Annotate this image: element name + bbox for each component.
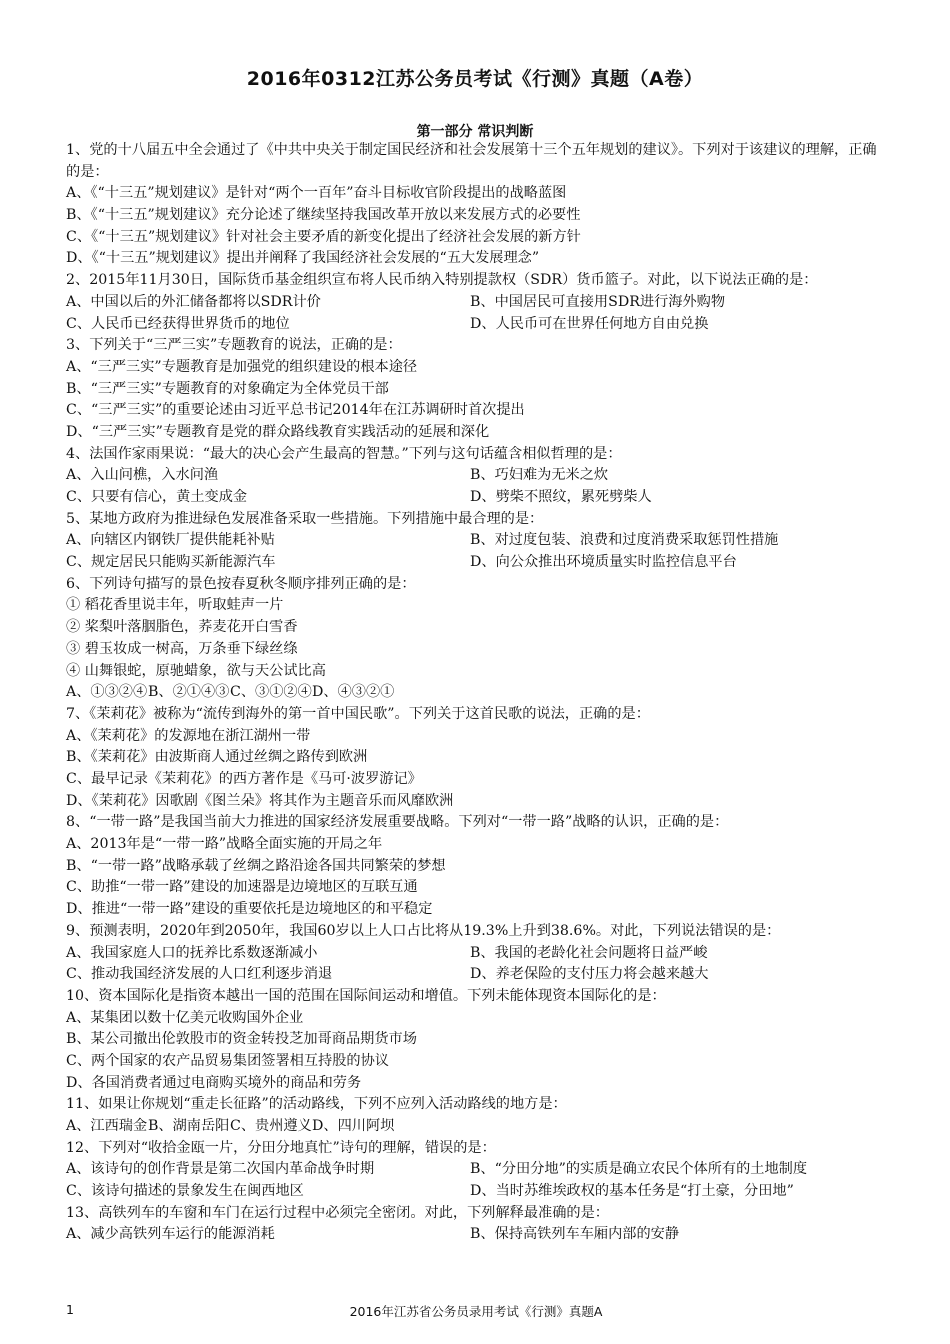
option-row bbox=[66, 1181, 886, 1203]
option: A、《“十三五”规划建议》是针对“两个一百年”奋斗目标收官阶段提出的战略蓝图 bbox=[66, 185, 567, 202]
option: D、推进“一带一路”建设的重要依托是边境地区的和平稳定 bbox=[66, 901, 433, 918]
option-row bbox=[66, 292, 886, 314]
option: D、《“十三五”规划建议》提出并阐释了我国经济社会发展的“五大发展理念” bbox=[66, 250, 540, 267]
option: C、人民币已经获得世界货币的地位 bbox=[66, 315, 290, 332]
option: A、该诗句的创作背景是第二次国内革命战争时期 bbox=[66, 1161, 375, 1178]
option: A、某集团以数十亿美元收购国外企业 bbox=[66, 1009, 304, 1026]
section-heading: 第一部分 常识判断 bbox=[416, 124, 534, 140]
option: D、《茉莉花》因歌剧《图兰朵》将其作为主题音乐而风靡欧洲 bbox=[66, 792, 454, 809]
option: D、劈柴不照纹，累死劈柴人 bbox=[470, 489, 652, 506]
question-stem: 13、高铁列车的车窗和车门在运行过程中必须完全密闭。对此，下列解释最准确的是： bbox=[66, 1204, 609, 1221]
option: B、对过度包装、浪费和过度消费采取惩罚性措施 bbox=[470, 532, 779, 549]
option: C、只要有信心，黄土变成金 bbox=[66, 489, 248, 506]
option-row bbox=[66, 943, 886, 965]
question-stem: 1、党的十八届五中全会通过了《中共中央关于制定国民经济和社会发展第十三个五年规划的建议》。下列对于该建议的理解，正确的是： bbox=[66, 142, 877, 180]
option-row bbox=[66, 487, 886, 509]
option: B、某公司撤出伦敦股市的资金转投芝加哥商品期货市场 bbox=[66, 1031, 417, 1048]
option-row bbox=[66, 1116, 886, 1138]
option: A、①③②④ bbox=[66, 684, 148, 701]
option: C、两个国家的农产品贸易集团签署相互持股的协议 bbox=[66, 1052, 389, 1069]
option: A、我国家庭人口的抚养比系数逐渐减小 bbox=[66, 944, 318, 961]
option: D、④③②① bbox=[312, 684, 395, 701]
option: D、当时苏维埃政权的基本任务是“打土豪，分田地” bbox=[470, 1183, 794, 1200]
poem-line: ③ 碧玉妆成一树高，万条垂下绿丝绦 bbox=[66, 640, 298, 657]
question-stem: 10、资本国际化是指资本越出一国的范围在国际间运动和增值。下列未能体现资本国际化的是： bbox=[66, 987, 666, 1004]
option: C、该诗句描述的景象发生在闽西地区 bbox=[66, 1183, 304, 1200]
option: C、最早记录《茉莉花》的西方著作是《马可·波罗游记》 bbox=[66, 770, 422, 787]
option: D、四川阿坝 bbox=[312, 1118, 395, 1134]
option: D、人民币可在世界任何地方自由兑换 bbox=[470, 315, 709, 332]
option-row bbox=[66, 530, 886, 552]
option: B、中国居民可直接用SDR进行海外购物 bbox=[470, 293, 726, 310]
option: B、我国的老龄化社会问题将日益严峻 bbox=[470, 944, 708, 961]
option: B、保持高铁列车车厢内部的安静 bbox=[470, 1226, 680, 1243]
option: B、“分田分地”的实质是确立农民个体所有的土地制度 bbox=[470, 1161, 808, 1178]
option: C、推动我国经济发展的人口红利逐步消退 bbox=[66, 966, 333, 983]
option: D、养老保险的支付压力将会越来越大 bbox=[470, 966, 709, 983]
option-row bbox=[66, 465, 886, 487]
question-stem: 2、2015年11月30日，国际货币基金组织宣布将人民币纳入特别提款权（SDR）货币篮子。对此，以下说法正确的是： bbox=[66, 272, 818, 289]
option: C、贵州遵义 bbox=[230, 1118, 312, 1134]
option: A、减少高铁列车运行的能源消耗 bbox=[66, 1226, 275, 1243]
poem-line: ② 桨梨叶落胭脂色，荞麦花开白雪香 bbox=[66, 619, 298, 636]
option-row bbox=[66, 552, 886, 574]
option: B、巧妇难为无米之炊 bbox=[470, 467, 609, 484]
question-stem: 7、《茉莉花》被称为“流传到海外的第一首中国民歌”。下列关于这首民歌的说法，正确的是： bbox=[66, 705, 650, 722]
option: A、中国以后的外汇储备都将以SDR计价 bbox=[66, 293, 321, 310]
option-row bbox=[66, 964, 886, 986]
option: B、《茉莉花》由波斯商人通过丝绸之路传到欧洲 bbox=[66, 749, 368, 766]
question-list bbox=[66, 140, 886, 1246]
option: D、“三严三实”专题教育是党的群众路线教育实践活动的延展和深化 bbox=[66, 423, 490, 440]
option-row bbox=[66, 682, 886, 704]
option: A、《茉莉花》的发源地在浙江湖州一带 bbox=[66, 727, 311, 744]
option: C、“三严三实”的重要论述由习近平总书记2014年在江苏调研时首次提出 bbox=[66, 402, 525, 419]
option: A、江西瑞金 bbox=[66, 1118, 148, 1134]
option: C、助推“一带一路”建设的加速器是边境地区的互联互通 bbox=[66, 879, 418, 896]
question-stem: 12、下列对“收拾金瓯一片，分田分地真忙”诗句的理解，错误的是： bbox=[66, 1139, 496, 1156]
option: A、“三严三实”专题教育是加强党的组织建设的根本途径 bbox=[66, 358, 418, 375]
option: C、规定居民只能购买新能源汽车 bbox=[66, 554, 276, 571]
option-row bbox=[66, 314, 886, 336]
option: B、“三严三实”专题教育的对象确定为全体党员干部 bbox=[66, 380, 389, 397]
option: B、“一带一路”战略承载了丝绸之路沿途各国共同繁荣的梦想 bbox=[66, 857, 446, 874]
page-title: 2016年0312江苏公务员考试《行测》真题（A卷） bbox=[246, 68, 704, 90]
option: A、2013年是“一带一路”战略全面实施的开局之年 bbox=[66, 836, 383, 853]
option-row bbox=[66, 1224, 886, 1246]
option: D、向公众推出环境质量实时监控信息平台 bbox=[470, 554, 737, 571]
question-stem: 9、预测表明，2020年到2050年，我国60岁以上人口占比将从19.3%上升到38.6%。对此，下列说法错误的是： bbox=[66, 922, 781, 939]
question-stem: 11、如果让你规划“重走长征路”的活动路线，下列不应列入活动路线的地方是： bbox=[66, 1096, 567, 1113]
question-stem: 8、“一带一路”是我国当前大力推进的国家经济发展重要战略。下列对“一带一路”战略的认识，正确的是： bbox=[66, 814, 729, 831]
poem-line: ① 稻花香里说丰年，听取蛙声一片 bbox=[66, 597, 284, 614]
question-stem: 5、某地方政府为推进绿色发展准备采取一些措施。下列措施中最合理的是： bbox=[66, 510, 544, 527]
page-number: 1 bbox=[66, 1302, 74, 1317]
option: C、《“十三五”规划建议》针对社会主要矛盾的新变化提出了经济社会发展的新方针 bbox=[66, 228, 581, 245]
option: B、湖南岳阳 bbox=[148, 1118, 230, 1134]
option: B、②①④③ bbox=[148, 684, 230, 701]
footer-title: 2016年江苏省公务员录用考试《行测》真题A bbox=[349, 1304, 603, 1319]
option: A、入山问樵，入水问渔 bbox=[66, 467, 219, 484]
question-stem: 4、法国作家雨果说：“最大的决心会产生最高的智慧。”下列与这句话蕴含相似哲理的是： bbox=[66, 445, 622, 462]
option: B、《“十三五”规划建议》充分论述了继续坚持我国改革开放以来发展方式的必要性 bbox=[66, 207, 581, 224]
question-stem: 6、下列诗句描写的景色按春夏秋冬顺序排列正确的是： bbox=[66, 575, 416, 592]
poem-line: ④ 山舞银蛇，原驰蜡象，欲与天公试比高 bbox=[66, 662, 326, 679]
option: D、各国消费者通过电商购买境外的商品和劳务 bbox=[66, 1074, 362, 1091]
question-stem: 3、下列关于“三严三实”专题教育的说法，正确的是： bbox=[66, 337, 402, 354]
option-row bbox=[66, 1159, 886, 1181]
option: A、向辖区内钢铁厂提供能耗补贴 bbox=[66, 532, 275, 549]
option: C、③①②④ bbox=[230, 684, 312, 701]
